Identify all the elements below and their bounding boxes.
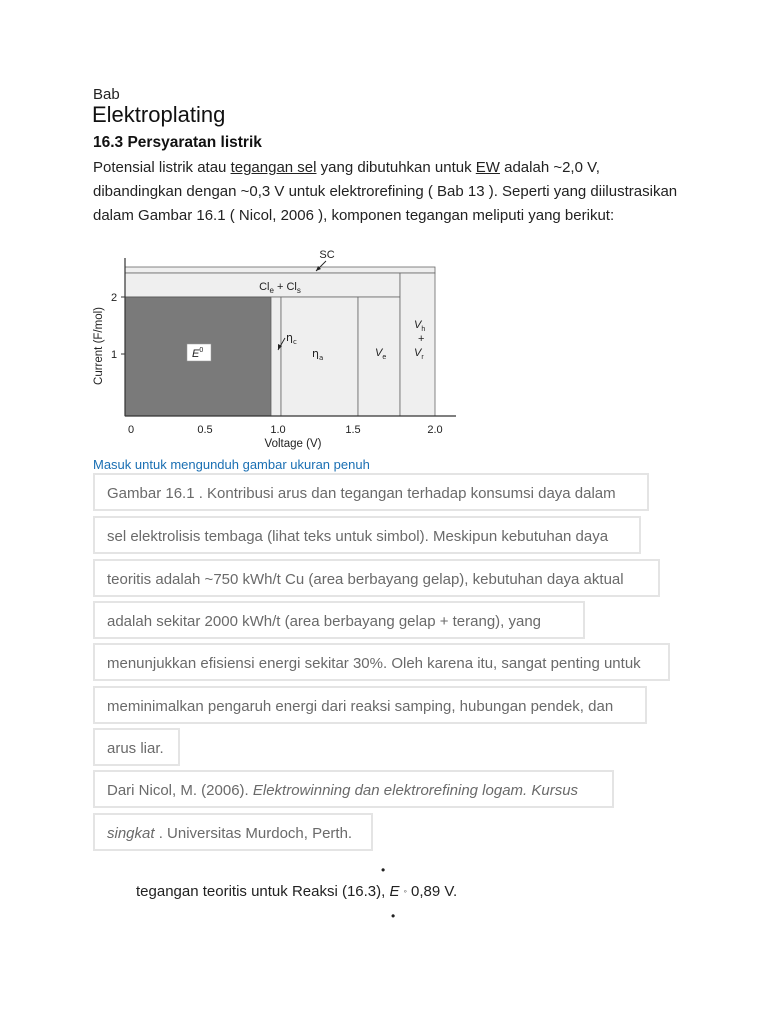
caption-source-line-1 <box>93 770 614 808</box>
cl-label: $Cl_e + Cl_s$ <box>259 281 301 295</box>
tegangan-sel-link[interactable]: tegangan sel <box>230 159 317 176</box>
caption-source-line-2 <box>93 813 373 851</box>
list-item-1-symbol: E <box>389 883 400 900</box>
figure-16-1[interactable] <box>88 246 468 456</box>
caption-line-6: meminimalkan pengaruh energi dari reaksi samping, hubungan pendek, dan <box>93 686 647 724</box>
list-item-1 <box>136 883 457 900</box>
caption-line-5: menunjukkan efisiensi energi sekitar 30%. Oleh karena itu, sangat penting untuk <box>93 643 670 681</box>
source-prefix: Dari Nicol, M. (2006). <box>107 782 253 799</box>
eta-c-label: $\eta_c$ <box>286 331 297 346</box>
intro-text-1: Potensial listrik atau <box>93 159 231 176</box>
list-item-1-text: tegangan teoritis untuk Reaksi (16.3), <box>136 883 390 900</box>
source-title-1: Elektrowinning dan elektrorefining logam. Kursus <box>252 782 579 799</box>
vr-label: $V_r$ <box>414 347 424 361</box>
x-axis-label: Voltage (V) <box>264 438 322 450</box>
source-suffix: . Universitas Murdoch, Perth. <box>154 825 353 842</box>
intro-text-3: adalah ~2,0 V, dibandingkan dengan ~0,3 V untuk elektrorefining ( Bab 13 ). Seperti yang diilustrasikan dalam Gambar 16.1 ( Nicol, 2006 ), komponen tegangan meliputi yang berikut: <box>93 159 678 224</box>
eta-a-label: $\eta_a$ <box>312 347 324 362</box>
x-tick-label-0: 0 <box>127 424 135 436</box>
vh-vr-plus: + <box>418 333 425 345</box>
intro-paragraph <box>93 156 693 228</box>
x-tick-label-1-0: 1.0 <box>270 424 286 436</box>
caption-line-7: arus liar. <box>93 728 180 766</box>
document-title: Elektroplating <box>92 102 226 127</box>
e0-label: $E^0$ <box>192 347 204 360</box>
section-heading: 16.3 Persyaratan listrik <box>93 134 262 151</box>
download-full-image-link[interactable]: Masuk untuk mengunduh gambar ukuran penuh <box>93 457 370 472</box>
region-eta-c <box>271 297 281 416</box>
x-tick-label-0-5: 0.5 <box>197 424 213 436</box>
y-axis-label: Current (F/mol) <box>93 307 105 385</box>
caption-line-4: adalah sekitar 2000 kWh/t (area berbayang gelap + terang), yang <box>93 601 585 639</box>
x-tick-label-2-0: 2.0 <box>427 424 443 436</box>
figure-chart <box>88 246 468 456</box>
vh-label: $V_h$ <box>414 319 426 333</box>
sc-label: SC <box>319 249 335 261</box>
bullet-marker-1: • <box>381 863 386 877</box>
chapter-label: Bab <box>93 86 120 103</box>
degree-symbol: ◦ <box>403 886 407 896</box>
caption-line-1: Gambar 16.1 . Kontribusi arus dan tegangan terhadap konsumsi daya dalam <box>93 473 649 511</box>
ve-label: $V_e$ <box>375 347 387 361</box>
caption-line-3: teoritis adalah ~750 kWh/t Cu (area berbayang gelap), kebutuhan daya aktual <box>93 559 660 597</box>
intro-text-2: yang dibutuhkan untuk <box>316 159 476 176</box>
x-tick-label-1-5: 1.5 <box>345 424 361 436</box>
caption-line-2: sel elektrolisis tembaga (lihat teks untuk simbol). Meskipun kebutuhan daya <box>93 516 641 554</box>
y-tick-label-1: 1 <box>110 349 118 361</box>
list-item-1-value: 0,89 V. <box>406 883 458 900</box>
bullet-marker-2: • <box>391 909 396 923</box>
source-title-2: singkat <box>107 825 155 842</box>
region-sc <box>125 267 435 273</box>
ew-link[interactable]: EW <box>475 159 500 176</box>
y-tick-label-2: 2 <box>110 292 118 304</box>
